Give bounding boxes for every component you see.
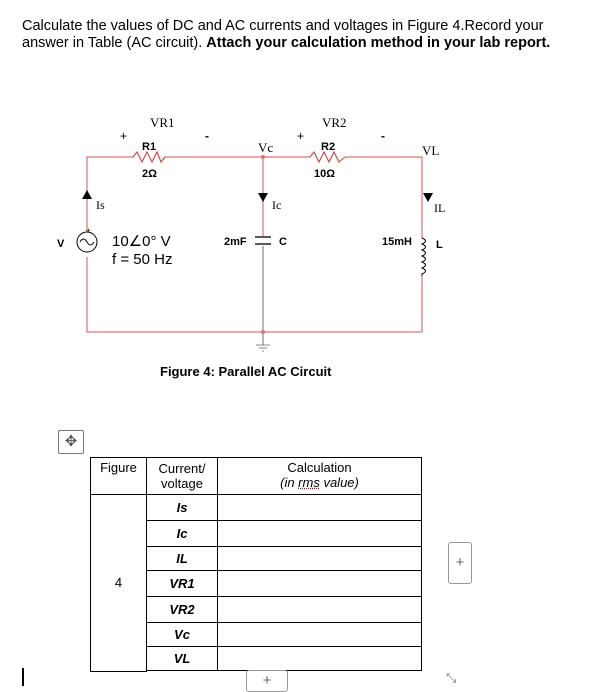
ac-source-icon (77, 226, 97, 252)
calculation-cell[interactable] (218, 597, 422, 623)
add-column-button[interactable]: + (448, 542, 472, 584)
calculation-cell[interactable] (218, 495, 422, 521)
header-calculation (218, 458, 422, 495)
header-calc-post: value) (319, 475, 359, 490)
text-cursor (22, 668, 24, 686)
inductor-icon (422, 238, 426, 276)
arrow-ic-icon (258, 193, 268, 202)
label-source-value: 10∠0° V (112, 233, 171, 250)
calculation-cell[interactable] (218, 623, 422, 647)
label-r2-value: 10Ω (314, 168, 336, 180)
label-source-freq: f = 50 Hz (112, 251, 173, 268)
label-vr1-minus: - (205, 129, 209, 143)
label-vr2-plus: + (297, 129, 305, 143)
ground-icon (256, 345, 270, 351)
figure-number-cell[interactable] (91, 495, 147, 672)
wire-right-bottom (87, 257, 422, 332)
label-ic: Ic (272, 198, 282, 212)
row-label: VL (147, 647, 218, 671)
header-calc-line1: Calculation (287, 460, 352, 475)
resistor-r2-icon (310, 152, 345, 162)
results-table (90, 457, 422, 672)
capacitor-icon (255, 237, 271, 244)
calculation-cell[interactable] (218, 571, 422, 597)
row-label: Vc (147, 623, 218, 647)
table-move-handle-icon[interactable]: ✥ (58, 430, 84, 454)
calculation-cell[interactable] (218, 547, 422, 571)
label-source: V (57, 238, 65, 250)
label-vr1-plus: + (120, 129, 128, 143)
label-r2: R2 (321, 141, 336, 153)
figure-caption: Figure 4: Parallel AC Circuit (160, 364, 332, 379)
label-vr2: VR2 (322, 115, 347, 130)
label-r1-value: 2Ω (142, 168, 157, 180)
header-quantity-line2: voltage (161, 476, 203, 491)
row-label: IL (147, 547, 218, 571)
header-calc-rms: rms (298, 475, 320, 490)
calculation-cell[interactable] (218, 521, 422, 547)
label-r1: R1 (142, 141, 157, 153)
label-ind: L (436, 239, 443, 251)
header-quantity (147, 458, 218, 495)
header-quantity-line1: Current/ (158, 461, 206, 476)
label-vr2-minus: - (381, 129, 385, 143)
svg-text:+: + (86, 226, 91, 235)
instructions-bold: Attach your calculation method in your lab report. (206, 35, 551, 51)
calculation-cell[interactable] (218, 647, 422, 671)
add-row-button[interactable]: + (246, 670, 288, 692)
node-dot (261, 330, 265, 334)
row-label: VR2 (147, 597, 218, 623)
header-calc-pre: (in (280, 475, 299, 490)
node-dot (261, 155, 265, 159)
row-label: VR1 (147, 571, 218, 597)
resize-handle-icon[interactable]: ⤡ (446, 670, 457, 685)
row-label: Ic (147, 521, 218, 547)
label-cap: C (279, 236, 287, 248)
label-is: Is (96, 198, 105, 212)
label-cap-value: 2mF (224, 236, 247, 248)
table-header-row (91, 458, 422, 495)
arrow-il-icon (423, 193, 433, 202)
resistor-r1-icon (133, 152, 165, 162)
arrow-is-icon (82, 190, 92, 199)
table-row (91, 495, 422, 521)
label-il: IL (434, 201, 446, 215)
row-label: Is (147, 495, 218, 521)
header-calc-line2 (221, 475, 418, 490)
header-figure: Figure (91, 458, 147, 495)
label-vr1: VR1 (150, 115, 175, 130)
label-vl: VL (422, 143, 440, 158)
label-vc: Vc (258, 140, 274, 155)
wire-r2-right (345, 157, 422, 238)
instructions-text: Calculate the values of DC and AC currents and voltages in Figure 4.Record your answer in Table (AC circuit). (22, 18, 544, 51)
figure-number: 4 (114, 575, 123, 591)
label-ind-value: 15mH (382, 236, 412, 248)
